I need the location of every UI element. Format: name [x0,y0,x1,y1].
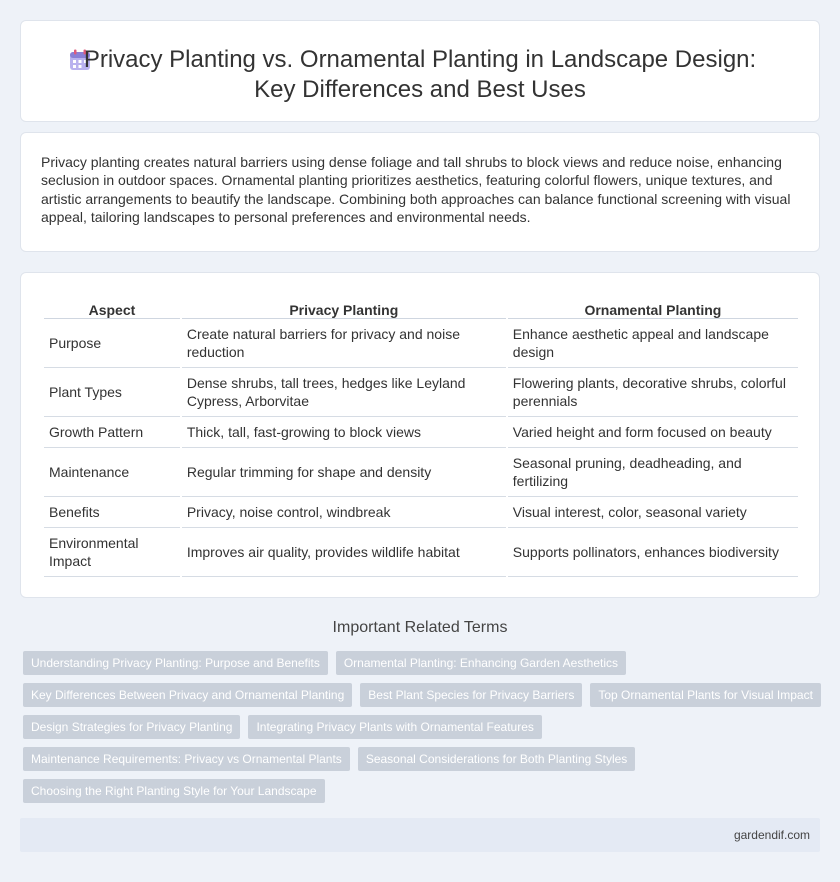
aspect-cell: Growth Pattern [44,417,180,448]
ornamental-cell: Enhance aesthetic appeal and landscape design [508,319,798,368]
footer-bar [20,818,820,852]
intro-paragraph: Privacy planting creates natural barriers using dense foliage and tall shrubs to block views and reduce noise, enhancing seclusion in outdoor spaces. Ornamental planting prioritizes aesthetics, featuring colorful flowers, unique textures, and artistic arrangements to beautify the landscape. Combining both approaches can balance functional screening with visual appeal, tailoring landscapes to personal preferences and environmental needs. [41,154,791,226]
aspect-cell: Benefits [44,497,180,528]
table-row [44,497,798,528]
related-term-tag[interactable]: Understanding Privacy Planting: Purpose and Benefits [23,651,328,675]
header-privacy-planting: Privacy Planting [182,297,506,319]
table-row [44,448,798,497]
header-aspect: Aspect [44,297,180,319]
privacy-cell: Privacy, noise control, windbreak [182,497,506,528]
ornamental-cell: Flowering plants, decorative shrubs, colorful perennials [508,368,798,417]
related-term-tag[interactable]: Seasonal Considerations for Both Planting Styles [358,747,636,771]
related-terms-list [23,651,823,811]
ornamental-cell: Supports pollinators, enhances biodiversity [508,528,798,577]
related-term-tag[interactable]: Choosing the Right Planting Style for Your Landscape [23,779,325,803]
table-row [44,417,798,448]
related-term-tag[interactable]: Best Plant Species for Privacy Barriers [360,683,582,707]
page-title: Privacy Planting vs. Ornamental Planting in Landscape Design: Key Differences and Best Uses [83,46,757,103]
aspect-cell: Maintenance [44,448,180,497]
comparison-table-card [20,272,820,598]
table-row [44,528,798,577]
ornamental-cell: Visual interest, color, seasonal variety [508,497,798,528]
table-header-row [44,297,798,319]
ornamental-cell: Seasonal pruning, deadheading, and fertilizing [508,448,798,497]
intro-card [20,132,820,252]
privacy-cell: Regular trimming for shape and density [182,448,506,497]
table-row [44,319,798,368]
privacy-cell: Improves air quality, provides wildlife habitat [182,528,506,577]
related-term-tag[interactable]: Key Differences Between Privacy and Ornamental Planting [23,683,352,707]
privacy-cell: Dense shrubs, tall trees, hedges like Leyland Cypress, Arborvitae [182,368,506,417]
ornamental-cell: Varied height and form focused on beauty [508,417,798,448]
related-term-tag[interactable]: Ornamental Planting: Enhancing Garden Aesthetics [336,651,626,675]
related-term-tag[interactable]: Design Strategies for Privacy Planting [23,715,240,739]
related-terms-heading: Important Related Terms [332,619,508,636]
table-row [44,368,798,417]
header-card [20,20,820,122]
aspect-cell: Environmental Impact [44,528,180,577]
footer-site-link[interactable]: gardendif.com [733,828,810,842]
header-ornamental-planting: Ornamental Planting [508,297,798,319]
privacy-cell: Create natural barriers for privacy and noise reduction [182,319,506,368]
related-term-tag[interactable]: Maintenance Requirements: Privacy vs Ornamental Plants [23,747,350,771]
aspect-cell: Purpose [44,319,180,368]
related-term-tag[interactable]: Top Ornamental Plants for Visual Impact [590,683,821,707]
privacy-cell: Thick, tall, fast-growing to block views [182,417,506,448]
comparison-table [42,297,800,577]
related-term-tag[interactable]: Integrating Privacy Plants with Ornamental Features [248,715,541,739]
aspect-cell: Plant Types [44,368,180,417]
